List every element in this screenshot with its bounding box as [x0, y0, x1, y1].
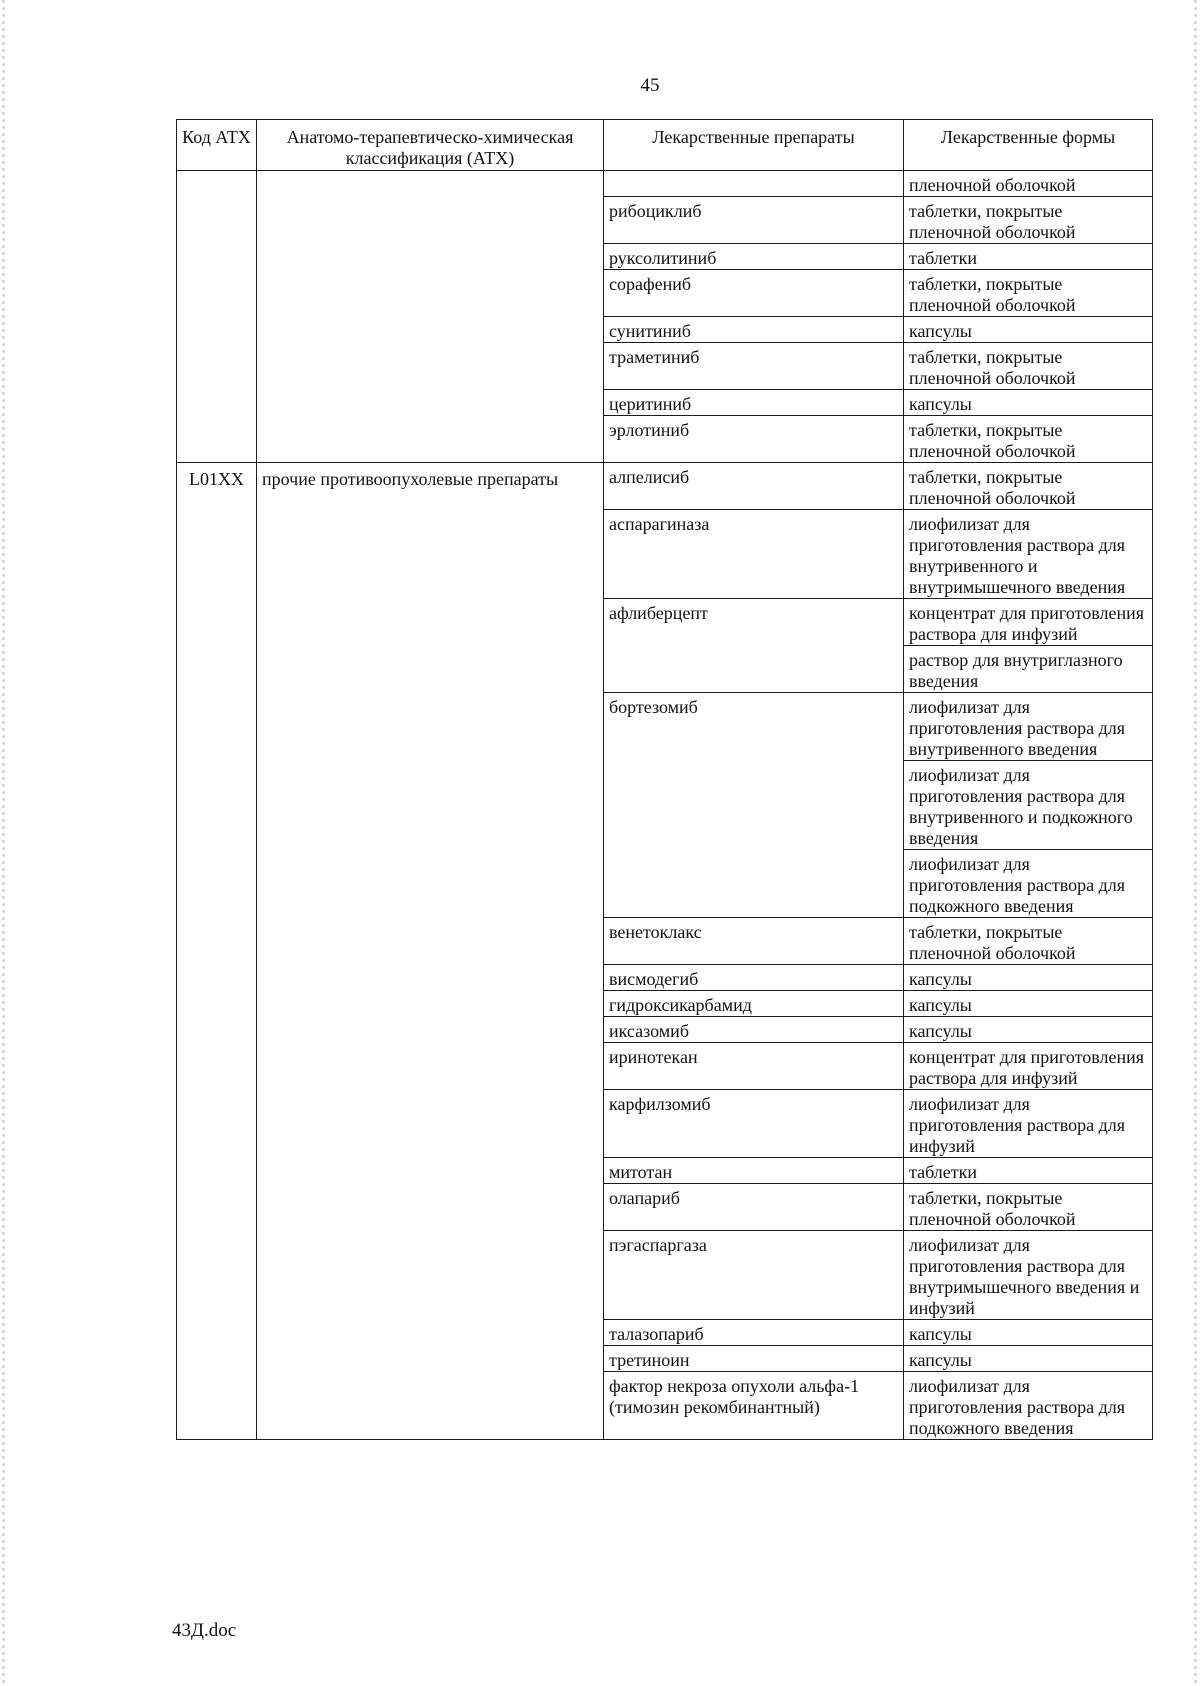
drug-cell: бортезомиб [604, 693, 904, 918]
table-row [177, 171, 1153, 197]
form-cell: таблетки, покрытые пленочной оболочкой [904, 343, 1153, 390]
form-cell: капсулы [904, 1346, 1153, 1372]
code-cell-empty [177, 171, 257, 463]
drug-cell: сунитиниб [604, 317, 904, 343]
form-cell: лиофилизат для приготовления раствора для инфузий [904, 1090, 1153, 1158]
drug-cell: сорафениб [604, 270, 904, 317]
form-cell: капсулы [904, 317, 1153, 343]
page-number: 45 [640, 75, 660, 96]
form-cell: капсулы [904, 965, 1153, 991]
form-cell: концентрат для приготовления раствора для инфузий [904, 599, 1153, 646]
header-code: Код АТХ [177, 120, 257, 171]
form-cell: таблетки [904, 244, 1153, 270]
table-header-row [177, 120, 1153, 171]
atc-class-cell-empty [257, 171, 604, 463]
header-drugs: Лекарственные препараты [604, 120, 904, 171]
drug-cell: висмодегиб [604, 965, 904, 991]
drug-cell: иксазомиб [604, 1017, 904, 1043]
form-cell: таблетки, покрытые пленочной оболочкой [904, 1184, 1153, 1231]
header-atc-classification: Анатомо-терапевтическо-химическая классификация (АТХ) [257, 120, 604, 171]
scan-edge-left [2, 0, 5, 1686]
drug-cell: талазопариб [604, 1320, 904, 1346]
form-cell: лиофилизат для приготовления раствора для подкожного введения [904, 1372, 1153, 1440]
form-cell: капсулы [904, 1017, 1153, 1043]
form-cell: капсулы [904, 991, 1153, 1017]
form-cell: лиофилизат для приготовления раствора для внутривенного и подкожного введения [904, 761, 1153, 850]
drug-cell: иринотекан [604, 1043, 904, 1090]
form-cell: таблетки [904, 1158, 1153, 1184]
drug-cell: церитиниб [604, 390, 904, 416]
form-cell: лиофилизат для приготовления раствора для внутримышечного введения и инфузий [904, 1231, 1153, 1320]
drug-cell: эрлотиниб [604, 416, 904, 463]
drug-cell: рибоциклиб [604, 197, 904, 244]
table-row [177, 463, 1153, 510]
form-cell: таблетки, покрытые пленочной оболочкой [904, 416, 1153, 463]
table-body [177, 171, 1153, 1440]
header-forms: Лекарственные формы [904, 120, 1153, 171]
drug-cell: афлиберцепт [604, 599, 904, 693]
drug-cell: венетоклакс [604, 918, 904, 965]
form-cell: таблетки, покрытые пленочной оболочкой [904, 270, 1153, 317]
form-cell: лиофилизат для приготовления раствора для внутривенного введения [904, 693, 1153, 761]
form-cell: таблетки, покрытые пленочной оболочкой [904, 463, 1153, 510]
drug-cell: олапариб [604, 1184, 904, 1231]
form-cell: таблетки, покрытые пленочной оболочкой [904, 197, 1153, 244]
drug-cell: руксолитиниб [604, 244, 904, 270]
atc-code-cell: L01XX [177, 463, 257, 1440]
form-cell: лиофилизат для приготовления раствора для подкожного введения [904, 850, 1153, 918]
scan-edge-right [1194, 0, 1197, 1686]
form-cell: пленочной оболочкой [904, 171, 1153, 197]
drug-cell: третиноин [604, 1346, 904, 1372]
drug-cell: карфилзомиб [604, 1090, 904, 1158]
atc-drug-table [176, 119, 1153, 1440]
form-cell: концентрат для приготовления раствора для инфузий [904, 1043, 1153, 1090]
drug-cell-empty [604, 171, 904, 197]
drug-cell: траметиниб [604, 343, 904, 390]
atc-group-name-cell: прочие противоопухолевые препараты [257, 463, 604, 1440]
form-cell: таблетки, покрытые пленочной оболочкой [904, 918, 1153, 965]
drug-cell: пэгаспаргаза [604, 1231, 904, 1320]
drug-cell: алпелисиб [604, 463, 904, 510]
drug-cell: гидроксикарбамид [604, 991, 904, 1017]
drug-cell: фактор некроза опухоли альфа-1 (тимозин рекомбинантный) [604, 1372, 904, 1440]
file-name-footer: 43Д.doc [172, 1620, 237, 1641]
form-cell: лиофилизат для приготовления раствора для внутривенного и внутримышечного введения [904, 510, 1153, 599]
drug-cell: митотан [604, 1158, 904, 1184]
form-cell: капсулы [904, 390, 1153, 416]
drug-cell: аспарагиназа [604, 510, 904, 599]
form-cell: капсулы [904, 1320, 1153, 1346]
form-cell: раствор для внутриглазного введения [904, 646, 1153, 693]
